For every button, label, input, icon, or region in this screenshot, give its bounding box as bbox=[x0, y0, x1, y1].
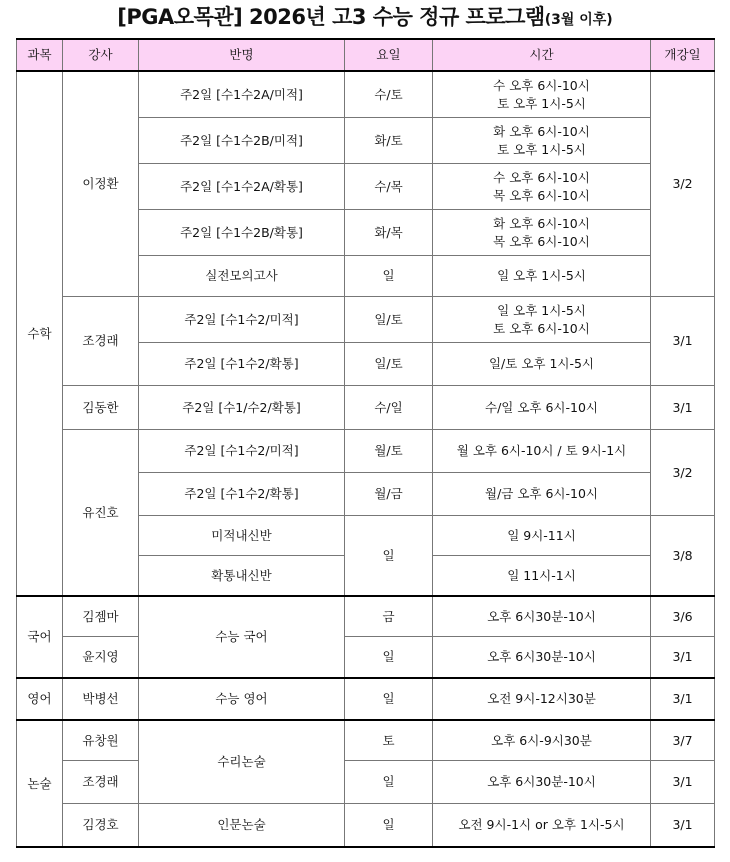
title-sub: (3월 이후) bbox=[544, 12, 613, 28]
day-cell: 금 bbox=[345, 596, 433, 637]
time-cell bbox=[433, 297, 651, 343]
table-row bbox=[17, 761, 715, 804]
class-cell: 주2일 [수1수2/미적] bbox=[139, 297, 345, 343]
teacher-cell: 유창원 bbox=[63, 720, 139, 761]
time-line: 수 오후 6시-10시 bbox=[493, 77, 590, 93]
start-date-cell: 3/2 bbox=[651, 71, 715, 297]
class-cell: 수리논술 bbox=[139, 720, 345, 804]
time-line: 수 오후 6시-10시 bbox=[493, 169, 590, 185]
start-date-cell: 3/7 bbox=[651, 720, 715, 761]
time-line: 토 오후 6시-10시 bbox=[493, 320, 590, 336]
header-start: 개강일 bbox=[651, 39, 715, 71]
class-cell: 인문논술 bbox=[139, 804, 345, 848]
time-line: 화 오후 6시-10시 bbox=[493, 123, 590, 139]
teacher-cell: 박병선 bbox=[63, 678, 139, 720]
subject-cell: 논술 bbox=[17, 720, 63, 847]
header-subject: 과목 bbox=[17, 39, 63, 71]
time-cell: 일 9시-11시 bbox=[433, 516, 651, 556]
time-cell: 월 오후 6시-10시 / 토 9시-1시 bbox=[433, 430, 651, 473]
table-row bbox=[17, 637, 715, 679]
day-cell: 일 bbox=[345, 256, 433, 297]
teacher-cell: 윤지영 bbox=[63, 637, 139, 679]
start-date-cell: 3/1 bbox=[651, 678, 715, 720]
class-cell: 주2일 [수1수2/확통] bbox=[139, 343, 345, 386]
time-cell: 일 오후 1시-5시 bbox=[433, 256, 651, 297]
time-line: 목 오후 6시-10시 bbox=[493, 187, 590, 203]
header-time: 시간 bbox=[433, 39, 651, 71]
time-line: 목 오후 6시-10시 bbox=[493, 233, 590, 249]
class-cell: 주2일 [수1수2B/확통] bbox=[139, 210, 345, 256]
class-cell: 미적내신반 bbox=[139, 516, 345, 556]
time-cell bbox=[433, 118, 651, 164]
schedule-table bbox=[16, 38, 715, 848]
teacher-cell: 김젬마 bbox=[63, 596, 139, 637]
table-row bbox=[17, 596, 715, 637]
day-cell: 일 bbox=[345, 804, 433, 848]
start-date-cell: 3/1 bbox=[651, 761, 715, 804]
teacher-cell: 유진호 bbox=[63, 430, 139, 597]
table-row bbox=[17, 430, 715, 473]
time-cell bbox=[433, 210, 651, 256]
teacher-cell: 이정환 bbox=[63, 71, 139, 297]
day-cell: 월/금 bbox=[345, 473, 433, 516]
time-cell: 오전 9시-1시 or 오후 1시-5시 bbox=[433, 804, 651, 848]
table-row bbox=[17, 71, 715, 118]
day-cell: 화/목 bbox=[345, 210, 433, 256]
time-cell: 오전 9시-12시30분 bbox=[433, 678, 651, 720]
header-class: 반명 bbox=[139, 39, 345, 71]
time-cell: 일/토 오후 1시-5시 bbox=[433, 343, 651, 386]
header-day: 요일 bbox=[345, 39, 433, 71]
day-cell: 일 bbox=[345, 516, 433, 597]
day-cell: 일 bbox=[345, 761, 433, 804]
subject-cell: 영어 bbox=[17, 678, 63, 720]
day-cell: 수/토 bbox=[345, 71, 433, 118]
table-row bbox=[17, 804, 715, 848]
start-date-cell: 3/1 bbox=[651, 637, 715, 679]
table-row bbox=[17, 678, 715, 720]
day-cell: 수/목 bbox=[345, 164, 433, 210]
teacher-cell: 조경래 bbox=[63, 761, 139, 804]
time-cell bbox=[433, 164, 651, 210]
subject-cell: 수학 bbox=[17, 71, 63, 596]
time-line: 토 오후 1시-5시 bbox=[497, 141, 586, 157]
page-title bbox=[0, 0, 730, 36]
start-date-cell: 3/1 bbox=[651, 804, 715, 848]
time-cell: 수/일 오후 6시-10시 bbox=[433, 386, 651, 430]
class-cell: 주2일 [수1/수2/확통] bbox=[139, 386, 345, 430]
time-cell: 오후 6시30분-10시 bbox=[433, 596, 651, 637]
class-cell: 확통내신반 bbox=[139, 556, 345, 597]
time-cell: 일 11시-1시 bbox=[433, 556, 651, 597]
teacher-cell: 조경래 bbox=[63, 297, 139, 386]
header-teacher: 강사 bbox=[63, 39, 139, 71]
day-cell: 일 bbox=[345, 678, 433, 720]
title-main: [PGA오목관] 2026년 고3 수능 정규 프로그램 bbox=[117, 5, 545, 29]
class-cell: 실전모의고사 bbox=[139, 256, 345, 297]
day-cell: 화/토 bbox=[345, 118, 433, 164]
teacher-cell: 김경호 bbox=[63, 804, 139, 848]
class-cell: 주2일 [수1수2B/미적] bbox=[139, 118, 345, 164]
class-cell: 수능 국어 bbox=[139, 596, 345, 678]
class-cell: 주2일 [수1수2/확통] bbox=[139, 473, 345, 516]
start-date-cell: 3/1 bbox=[651, 297, 715, 386]
time-cell: 오후 6시30분-10시 bbox=[433, 637, 651, 679]
class-cell: 주2일 [수1수2A/확통] bbox=[139, 164, 345, 210]
day-cell: 일 bbox=[345, 637, 433, 679]
time-cell: 오후 6시-9시30분 bbox=[433, 720, 651, 761]
day-cell: 일/토 bbox=[345, 343, 433, 386]
start-date-cell: 3/1 bbox=[651, 386, 715, 430]
time-cell: 월/금 오후 6시-10시 bbox=[433, 473, 651, 516]
day-cell: 수/일 bbox=[345, 386, 433, 430]
table-row bbox=[17, 720, 715, 761]
day-cell: 월/토 bbox=[345, 430, 433, 473]
table-row bbox=[17, 297, 715, 343]
time-cell bbox=[433, 71, 651, 118]
header-row bbox=[17, 39, 715, 71]
start-date-cell: 3/6 bbox=[651, 596, 715, 637]
class-cell: 주2일 [수1수2A/미적] bbox=[139, 71, 345, 118]
start-date-cell: 3/8 bbox=[651, 516, 715, 597]
day-cell: 토 bbox=[345, 720, 433, 761]
start-date-cell: 3/2 bbox=[651, 430, 715, 516]
time-cell: 오후 6시30분-10시 bbox=[433, 761, 651, 804]
subject-cell: 국어 bbox=[17, 596, 63, 678]
day-cell: 일/토 bbox=[345, 297, 433, 343]
teacher-cell: 김동한 bbox=[63, 386, 139, 430]
table-row bbox=[17, 386, 715, 430]
time-line: 일 오후 1시-5시 bbox=[497, 302, 586, 318]
time-line: 토 오후 1시-5시 bbox=[497, 95, 586, 111]
class-cell: 수능 영어 bbox=[139, 678, 345, 720]
class-cell: 주2일 [수1수2/미적] bbox=[139, 430, 345, 473]
time-line: 화 오후 6시-10시 bbox=[493, 215, 590, 231]
